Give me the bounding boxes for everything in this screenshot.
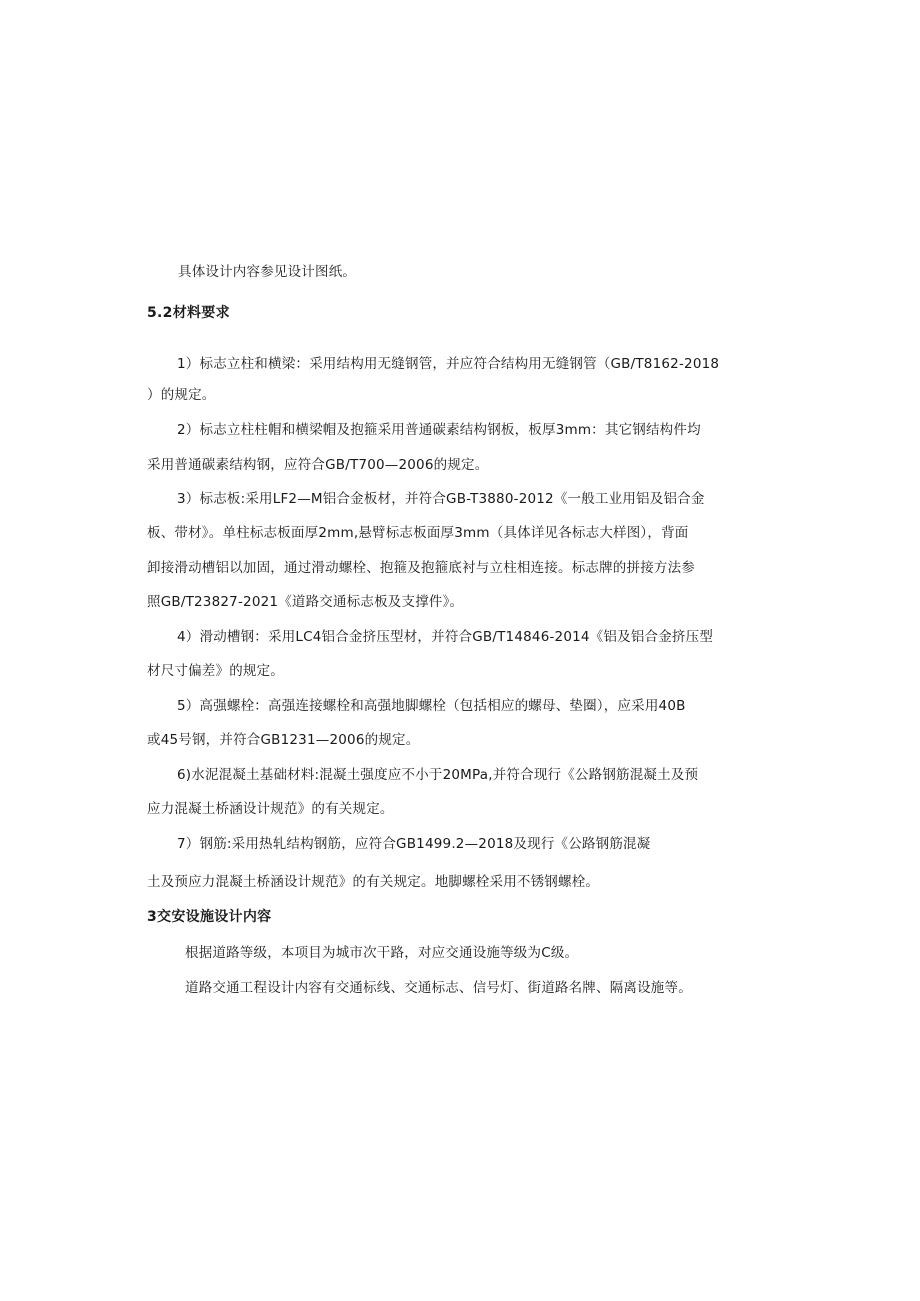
item-2-line-2: 采用普通碳素结构钢，应符合GB/T700—2006的规定。 [147,457,489,473]
item-7-line-2: 土及预应力混凝土桥涵设计规范》的有关规定。地脚螺栓采用不锈钢螺栓。 [147,874,600,890]
item-5-line-2: 或45号钢，并符合GB1231—2006的规定。 [147,732,420,748]
item-6-line-1: 6)水泥混凝土基础材料:混凝土强度应不小于20MPa,并符合现行《公路钢筋混凝土及预 [177,767,699,783]
item-1-line-1: 1）标志立柱和横梁：采用结构用无缝钢管，并应符合结构用无缝钢管（GB/T8162-2018 [177,356,720,372]
section-3-paragraph-2: 道路交通工程设计内容有交通标线、交通标志、信号灯、街道路名牌、隔离设施等。 [185,980,692,996]
item-3-line-3: 卸接滑动槽铝以加固，通过滑动螺栓、抱箍及抱箍底衬与立柱相连接。标志牌的拼接方法参 [147,560,695,576]
item-3-line-4: 照GB/T23827-2021《道路交通标志板及支撑件》。 [147,594,464,610]
item-3-line-1: 3）标志板:采用LF2—M铝合金板材，并符合GB-T3880-2012《一般工业用铝及铝合金 [177,491,705,507]
item-4-line-2: 材尺寸偏差》的规定。 [147,663,284,679]
item-2-line-1: 2）标志立柱柱帽和横梁帽及抱箍采用普通碳素结构钢板，板厚3mm：其它钢结构件均 [177,422,701,438]
section-3-heading: 3交安设施设计内容 [147,909,272,925]
item-3-line-2: 板、带材》。单柱标志板面厚2mm,悬臂标志板面厚3mm（具体详见各标志大样图），背面 [147,525,689,541]
item-4-line-1: 4）滑动槽钢：采用LC4铝合金挤压型材，并符合GB/T14846-2014《铝及铝合金挤压型 [177,629,714,645]
item-7-line-1: 7）钢筋:采用热轧结构钢筋，应符合GB1499.2—2018及现行《公路钢筋混凝 [177,836,651,852]
section-3-paragraph-1: 根据道路等级，本项目为城市次干路，对应交通设施等级为C级。 [185,945,579,961]
item-5-line-1: 5）高强螺栓：高强连接螺栓和高强地脚螺栓（包括相应的螺母、垫圈），应采用40B [177,698,686,714]
item-6-line-2: 应力混凝土桥涵设计规范》的有关规定。 [147,801,394,817]
intro-text: 具体设计内容参见设计图纸。 [178,264,357,280]
section-5-2-heading: 5.2材料要求 [147,305,230,321]
item-1-line-2: ）的规定。 [147,387,216,403]
